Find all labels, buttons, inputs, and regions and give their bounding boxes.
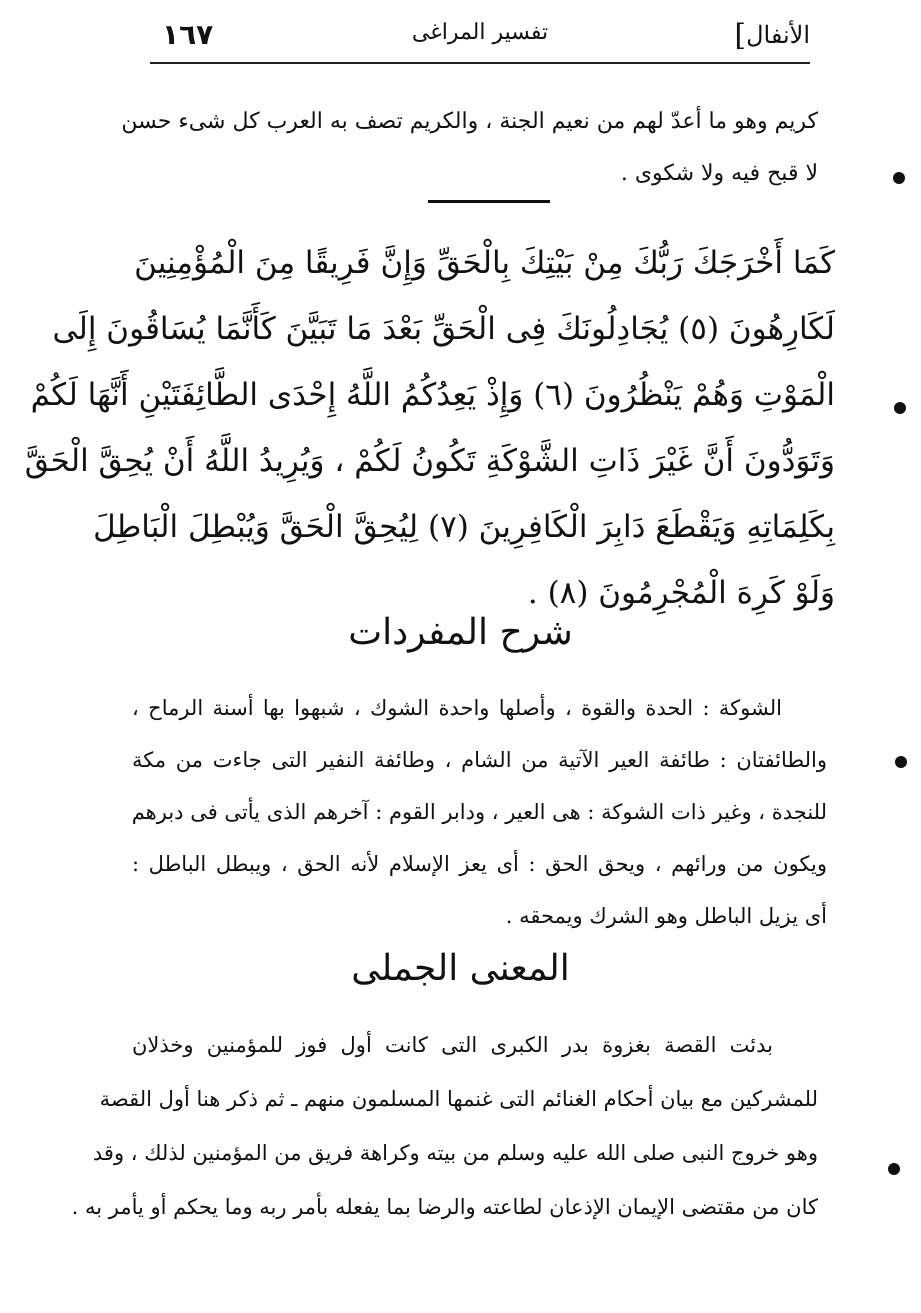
verse-line: وَلَوْ كَرِهَ الْمُجْرِمُونَ (٨) . <box>527 575 835 611</box>
book-title: تفسير المراغى <box>411 20 549 45</box>
margin-punch-hole <box>888 1163 900 1175</box>
page-header <box>150 12 810 62</box>
verse-line: لَكَارِهُونَ (٥) يُجَادِلُونَكَ فِى الْحَقِّ بَعْدَ مَا تَبَيَّنَ كَأَنَّمَا يُسَاقُونَ إِلَى <box>52 311 835 347</box>
verse-line: وَتَوَدُّونَ أَنَّ غَيْرَ ذَاتِ الشَّوْكَةِ تَكُونُ لَكُمْ ، وَيُرِيدُ اللَّهُ أَنْ يُحِقَّ الْحَقَّ <box>24 443 835 479</box>
meaning-line: وهو خروج النبى صلى الله عليه وسلم من بيته وكراهة فريق من المؤمنين لذلك ، وقد <box>92 1141 818 1165</box>
verse-line: الْمَوْتِ وَهُمْ يَنْظُرُونَ (٦) وَإِذْ يَعِدُكُمُ اللَّهُ إِحْدَى الطَّائِفَتَيْنِ أَنَّهَا لَكُمْ <box>30 377 835 413</box>
meaning-line: بدئت القصة بغزوة بدر الكبرى التى كانت أول فوز للمؤمنين وخذلان <box>132 1033 773 1057</box>
meaning-line: كان من مقتضى الإيمان الإذعان لطاعته والرضا بما يفعله بأمر ربه وما يحكم أو يأمر به . <box>71 1195 818 1219</box>
glossary-line: الشوكة : الحدة والقوة ، وأصلها واحدة الشوك ، شبهوا بها أسنة الرماح ، <box>132 696 782 720</box>
glossary-line: أى يزيل الباطل وهو الشرك ويمحقه . <box>505 904 827 928</box>
vocabulary-heading: شرح المفردات <box>348 612 573 653</box>
margin-punch-hole <box>893 172 905 184</box>
section-divider <box>428 200 550 203</box>
glossary-line: والطائفتان : طائفة العير الآتية من الشام ، وطائفة النفير التى جاءت من مكة <box>132 748 827 772</box>
margin-punch-hole <box>895 756 907 768</box>
intro-paragraph <box>121 96 818 200</box>
margin-punch-hole <box>894 402 906 414</box>
verse-line: بِكَلِمَاتِهِ وَيَقْطَعَ دَابِرَ الْكَافِرِينَ (٧) لِيُحِقَّ الْحَقَّ وَيُبْطِلَ الْبَاطِلَ <box>93 509 835 545</box>
quran-verses <box>24 230 835 626</box>
intro-line: كريم وهو ما أعدّ لهم من نعيم الجنة ، والكريم تصف به العرب كل شىء حسن <box>121 109 818 134</box>
intro-line: لا قبح فيه ولا شكوى . <box>620 161 818 186</box>
page-number: ١٦٧ <box>162 18 214 51</box>
general-meaning-paragraph <box>71 1018 818 1234</box>
general-meaning-heading: المعنى الجملى <box>351 948 570 989</box>
bracket-mark: ] <box>734 18 747 53</box>
surah-name <box>734 18 810 53</box>
meaning-line: للمشركين مع بيان أحكام الغنائم التى غنمها المسلمون منهم ـ ثم ذكر هنا أول القصة <box>99 1087 818 1111</box>
header-rule <box>150 62 810 64</box>
verse-line: كَمَا أَخْرَجَكَ رَبُّكَ مِنْ بَيْتِكَ بِالْحَقِّ وَإِنَّ فَرِيقًا مِنَ الْمُؤْمِنِينَ <box>134 245 835 281</box>
glossary-line: ويكون من ورائهم ، ويحق الحق : أى يعز الإسلام لأنه الحق ، ويبطل الباطل : <box>132 852 827 876</box>
glossary-line: للنجدة ، وغير ذات الشوكة : هى العير ، ودابر القوم : آخرهم الذى يأتى فى دبرهم <box>131 800 827 824</box>
vocabulary-paragraph <box>132 682 827 942</box>
surah-name-text: الأنفال <box>746 21 810 49</box>
